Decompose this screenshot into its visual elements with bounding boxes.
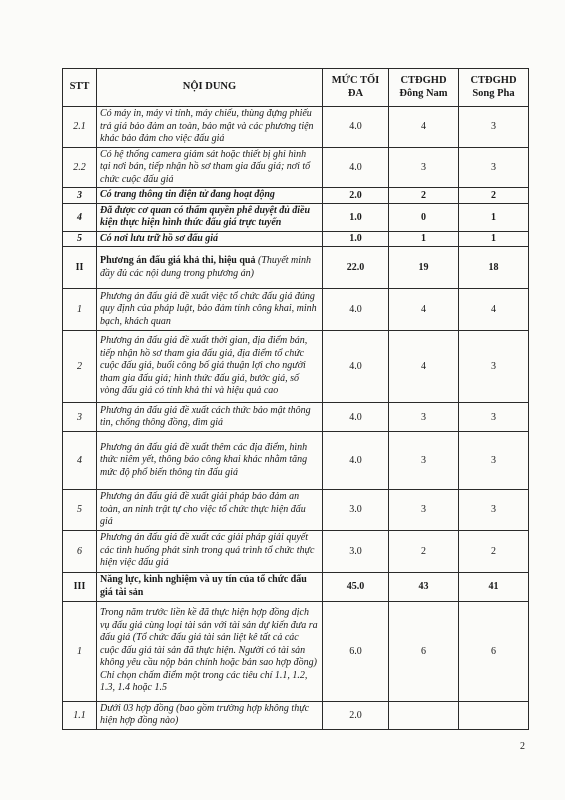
row-score-song-pha: 3: [459, 107, 529, 148]
row-score-song-pha: 41: [459, 572, 529, 601]
row-content: Có hệ thống camera giám sát hoặc thiết bị ghi hình tại nơi bán, tiếp nhận hồ sơ tham gia đấu giá; nơi tổ chức cuộc đấu giá: [97, 147, 323, 188]
row-score-dong-nam: 4: [389, 289, 459, 331]
row-score-song-pha: [459, 701, 529, 729]
table-row: [63, 403, 529, 432]
table-row: [63, 432, 529, 490]
row-max-score: 45.0: [323, 572, 389, 601]
row-max-score: 4.0: [323, 432, 389, 490]
row-score-dong-nam: 0: [389, 203, 459, 231]
row-score-dong-nam: 6: [389, 601, 459, 701]
row-score-song-pha: 18: [459, 247, 529, 289]
table-header-row: [63, 69, 529, 107]
row-score-song-pha: 1: [459, 231, 529, 247]
table-row: [63, 601, 529, 701]
row-score-song-pha: 4: [459, 289, 529, 331]
table-row: [63, 701, 529, 729]
row-score-dong-nam: 3: [389, 490, 459, 531]
row-content: Phương án đấu giá đề xuất việc tổ chức đấu giá đúng quy định của pháp luật, bảo đảm tính công khai, minh bạch, khách quan: [97, 289, 323, 331]
table-row: [63, 203, 529, 231]
row-score-dong-nam: 4: [389, 331, 459, 403]
row-content-main: Phương án đấu giá khả thi, hiệu quả: [100, 255, 256, 266]
row-content: Có nơi lưu trữ hồ sơ đấu giá: [97, 231, 323, 247]
scoring-table: [62, 68, 529, 730]
table-row: [63, 490, 529, 531]
table-body: [63, 107, 529, 730]
table-row: [63, 289, 529, 331]
row-score-song-pha: 3: [459, 432, 529, 490]
row-max-score: 1.0: [323, 231, 389, 247]
header-max-score: MỨC TỐI ĐA: [323, 69, 389, 107]
header-song-pha: CTĐGHD Song Pha: [459, 69, 529, 107]
row-score-dong-nam: 19: [389, 247, 459, 289]
table-row: [63, 572, 529, 601]
row-score-song-pha: 6: [459, 601, 529, 701]
row-stt: III: [63, 572, 97, 601]
row-max-score: 6.0: [323, 601, 389, 701]
row-stt: 2.2: [63, 147, 97, 188]
row-content: Phương án đấu giá đề xuất thêm các địa điểm, hình thức niêm yết, thông báo công khai khác nhằm tăng mức độ phổ biến thông tin đấu giá: [97, 432, 323, 490]
row-score-dong-nam: 3: [389, 147, 459, 188]
row-content: Có máy in, máy vi tính, máy chiếu, thùng đựng phiếu trả giá bảo đảm an toàn, bảo mật và các phương tiện khác bảo đảm cho việc đấu giá: [97, 107, 323, 148]
row-max-score: 2.0: [323, 188, 389, 204]
table-row: [63, 231, 529, 247]
row-stt: 4: [63, 203, 97, 231]
row-max-score: 22.0: [323, 247, 389, 289]
row-content-note: (Thuyết minh đầy đủ các nội dung trong phương án): [100, 255, 312, 279]
row-stt: 2.1: [63, 107, 97, 148]
row-stt: 3: [63, 403, 97, 432]
row-content: Năng lực, kinh nghiệm và uy tín của tổ chức đấu giá tài sản: [97, 572, 323, 601]
row-content: Có trang thông tin điện tử đang hoạt động: [97, 188, 323, 204]
row-score-song-pha: 3: [459, 147, 529, 188]
header-dong-nam: CTĐGHD Đông Nam: [389, 69, 459, 107]
row-max-score: 4.0: [323, 331, 389, 403]
row-max-score: 2.0: [323, 701, 389, 729]
row-content: Phương án đấu giá đề xuất thời gian, địa điểm bán, tiếp nhận hồ sơ tham gia đấu giá, địa điểm tổ chức cuộc đấu giá, buổi công bố giá thuận lợi cho người tham gia đấu giá; hình thức đấu giá, bước giá, số vòng đấu giá có tính khả thi và hiệu quả cao: [97, 331, 323, 403]
table-row: [63, 107, 529, 148]
row-max-score: 1.0: [323, 203, 389, 231]
row-score-song-pha: 3: [459, 331, 529, 403]
row-max-score: 3.0: [323, 490, 389, 531]
row-score-dong-nam: 1: [389, 231, 459, 247]
row-content: Phương án đấu giá đề xuất cách thức bảo mật thông tin, chống thông đồng, dìm giá: [97, 403, 323, 432]
row-content: Đã được cơ quan có thẩm quyền phê duyệt đủ điều kiện thực hiện hình thức đấu giá trực tuyến: [97, 203, 323, 231]
row-content: Phương án đấu giá đề xuất các giải pháp giải quyết các tình huống phát sinh trong quá trình tổ chức thực hiện việc đấu giá: [97, 530, 323, 572]
row-content: Dưới 03 hợp đồng (bao gồm trường hợp không thực hiện hợp đồng nào): [97, 701, 323, 729]
row-score-song-pha: 1: [459, 203, 529, 231]
header-content: NỘI DUNG: [97, 69, 323, 107]
row-score-dong-nam: 43: [389, 572, 459, 601]
row-max-score: 4.0: [323, 147, 389, 188]
row-stt: 1: [63, 289, 97, 331]
row-score-dong-nam: 3: [389, 432, 459, 490]
row-stt: 5: [63, 490, 97, 531]
page-number: 2: [520, 741, 525, 752]
table-row: [63, 247, 529, 289]
row-score-song-pha: 2: [459, 188, 529, 204]
row-score-song-pha: 3: [459, 490, 529, 531]
table-row: [63, 530, 529, 572]
row-max-score: 3.0: [323, 530, 389, 572]
row-stt: 3: [63, 188, 97, 204]
row-stt: 4: [63, 432, 97, 490]
row-score-dong-nam: 3: [389, 403, 459, 432]
row-content: [97, 247, 323, 289]
header-stt: STT: [63, 69, 97, 107]
row-max-score: 4.0: [323, 107, 389, 148]
row-score-dong-nam: 2: [389, 530, 459, 572]
row-stt: 5: [63, 231, 97, 247]
row-stt: 1.1: [63, 701, 97, 729]
row-score-dong-nam: [389, 701, 459, 729]
row-max-score: 4.0: [323, 289, 389, 331]
row-score-song-pha: 2: [459, 530, 529, 572]
row-score-dong-nam: 4: [389, 107, 459, 148]
table-row: [63, 147, 529, 188]
row-content: Trong năm trước liền kề đã thực hiện hợp đồng dịch vụ đấu giá cùng loại tài sản với tài sản dự kiến đưa ra đấu giá (Tổ chức đấu giá tài sản liệt kê tất cả các cuộc đấu giá tài sản đã thực hiện. Người có tài sản không yêu cầu nộp bản chính hoặc bản sao hợp đồng) Chỉ chọn chấm điểm một trong các tiêu chí 1.1, 1.2, 1.3, 1.4 hoặc 1.5: [97, 601, 323, 701]
row-stt: II: [63, 247, 97, 289]
row-score-song-pha: 3: [459, 403, 529, 432]
row-max-score: 4.0: [323, 403, 389, 432]
row-stt: 6: [63, 530, 97, 572]
table-row: [63, 188, 529, 204]
row-content: Phương án đấu giá đề xuất giải pháp bảo đảm an toàn, an ninh trật tự cho việc tổ chức thực hiện đấu giá: [97, 490, 323, 531]
table-row: [63, 331, 529, 403]
row-stt: 2: [63, 331, 97, 403]
row-stt: 1: [63, 601, 97, 701]
row-score-dong-nam: 2: [389, 188, 459, 204]
